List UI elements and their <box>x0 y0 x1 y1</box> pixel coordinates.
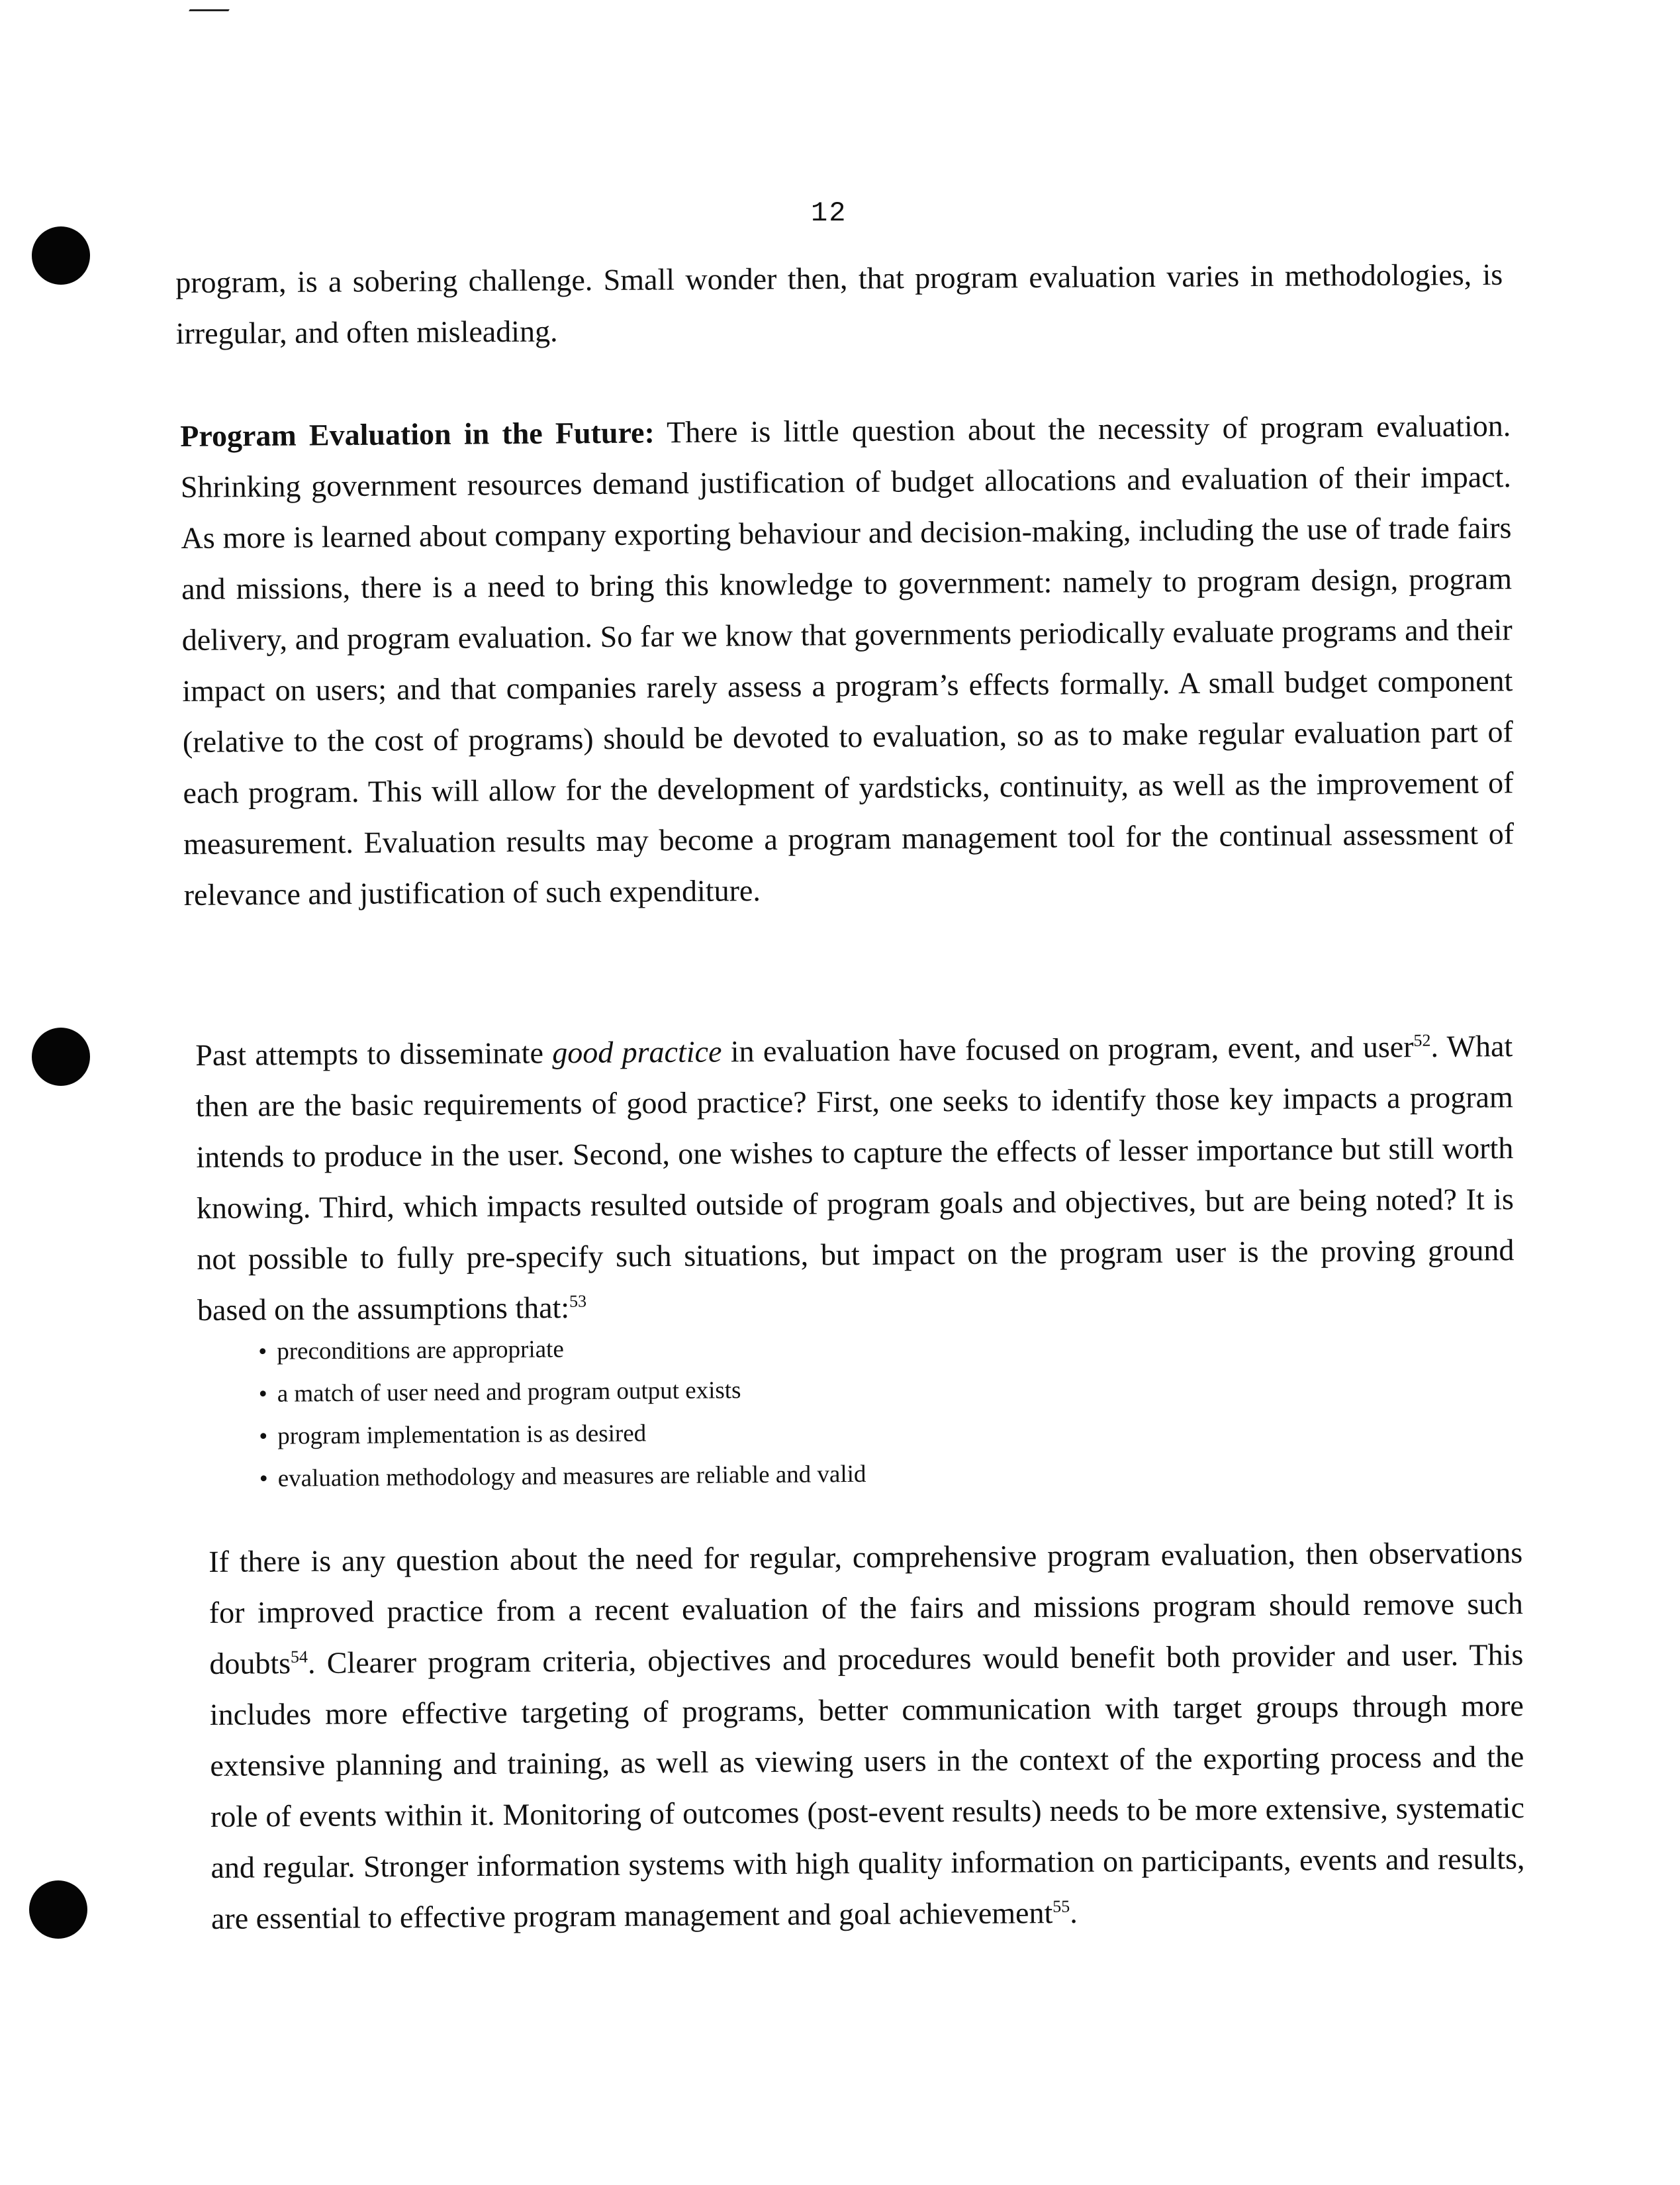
scan-mark <box>189 0 235 11</box>
paragraph-good-practice <box>195 1020 1515 1335</box>
punch-hole <box>29 1880 87 1939</box>
list-item: • evaluation methodology and measures are reliable and valid <box>259 1451 1120 1500</box>
list-item: • program implementation is as desired <box>259 1409 1119 1458</box>
text-segment: in evaluation have focused on program, event, and user <box>722 1030 1414 1069</box>
text-segment: . Clearer program criteria, objectives and procedures would benefit both provider and user. This includes more effective targeting of programs, better communication with target groups through more extensive planning and training, as well as viewing users in the context of the exporting process and the role of events within it. Monitoring of outcomes (post-event results) needs to be more extensive, systematic and regular. Stronger information systems with high quality information on participants, events and results, are essential to effective program management and goal achievement <box>209 1637 1525 1935</box>
paragraph-body: There is little question about the necessity of program evaluation. Shrinking government resources demand justification of budget allocations and evaluation of their impact. As more is learned about company exporting behaviour and decision-making, including the use of trade fairs and missions, there is a need to bring this knowledge to government: namely to program design, program delivery, and program evaluation. So far we know that governments periodically evaluate programs and their impact on users; and that companies rarely assess a program’s effects formally. A small budget component (relative to the cost of programs) should be devoted to evaluation, so as to make regular evaluation part of each program. This will allow for the development of yardsticks, continuity, as well as the improvement of measurement. Evaluation results may become a program management tool for the continual assessment of relevance and justification of such expenditure. <box>180 409 1515 912</box>
text-segment: If there is any question about the need for regular, comprehensive program evaluation, then observations for improved practice from a recent evaluation of the fairs and missions program should remove such doubts <box>209 1535 1523 1680</box>
paragraph-continuation <box>175 249 1503 359</box>
paragraph-text <box>180 400 1515 920</box>
paragraph-text <box>209 1527 1525 1944</box>
paragraph-text: program, is a sobering challenge. Small wonder then, that program evaluation varies in methodologies, is irregular, and often misleading. <box>175 257 1503 350</box>
emphasis-text: good practice <box>552 1034 722 1070</box>
footnote-ref: 54 <box>290 1647 308 1667</box>
list-item: • preconditions are appropriate <box>258 1324 1119 1373</box>
assumptions-list <box>258 1324 1120 1500</box>
punch-hole <box>32 226 90 285</box>
footnote-ref: 52 <box>1413 1030 1431 1050</box>
footnote-ref: 55 <box>1052 1896 1070 1916</box>
list-item: • a match of user need and program output exists <box>259 1367 1119 1416</box>
punch-hole <box>32 1028 90 1086</box>
paragraph-program-evaluation-future <box>180 400 1515 920</box>
paragraph-text <box>195 1020 1515 1335</box>
footnote-ref: 53 <box>569 1291 587 1311</box>
text-segment: . What then are the basic requirements of good practice? First, one seeks to identify those key impacts a program intends to produce in the user. Second, one wishes to capture the effects of lesser importance but still worth knowing. Third, which impacts resulted outside of program goals and objectives, but are being noted? It is not possible to fully pre-specify such situations, but impact on the program user is the proving ground based on the assumptions that: <box>195 1029 1515 1327</box>
section-heading: Program Evaluation in the Future: <box>180 415 655 453</box>
text-segment: . <box>1070 1895 1078 1929</box>
text-segment: Past attempts to disseminate <box>195 1036 553 1072</box>
page-number: 12 <box>811 197 847 229</box>
paragraph-regular-evaluation <box>209 1527 1525 1944</box>
